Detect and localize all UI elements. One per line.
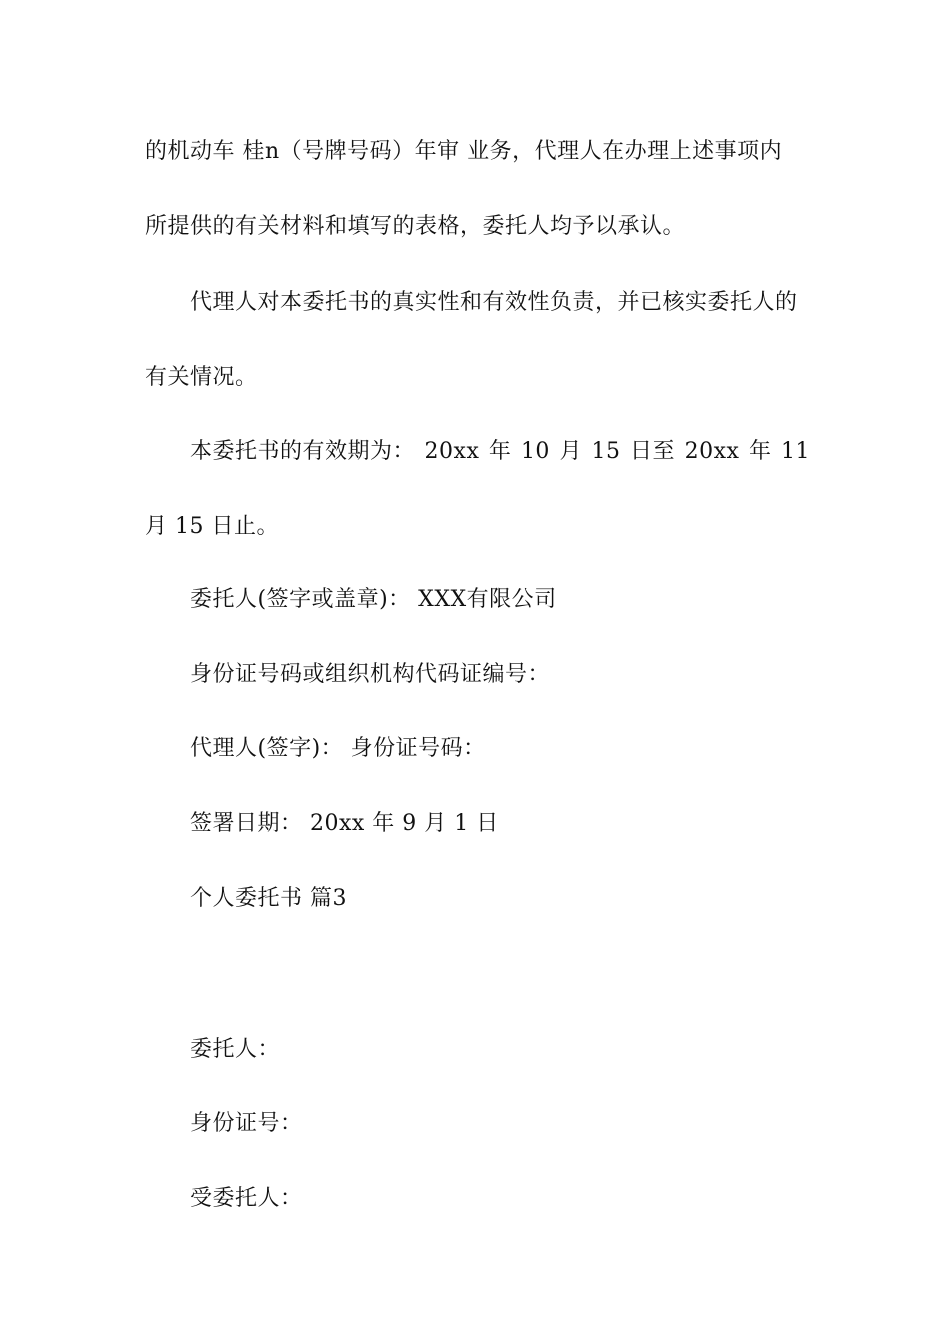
- principal-signature-line: 委托人(签字或盖章)： XXX有限公司: [190, 587, 557, 612]
- paragraph-2-line-1: 代理人对本委托书的真实性和有效性负责，并已核实委托人的: [190, 290, 798, 315]
- section-title: 个人委托书 篇3: [190, 886, 347, 911]
- validity-year-unit: 年: [488, 439, 512, 464]
- validity-end-year-unit: 年: [748, 439, 772, 464]
- validity-end-year: 20xx: [684, 439, 740, 464]
- form-id-field: 身份证号：: [190, 1111, 303, 1136]
- validity-month-unit: 月: [559, 439, 582, 464]
- validity-start-month: 10: [520, 439, 550, 464]
- validity-end-month: 11: [780, 439, 810, 464]
- id-or-org-code-line: 身份证号码或组织机构代码证编号：: [190, 662, 551, 687]
- validity-period-line-1: [190, 437, 810, 467]
- validity-label: 本委托书的有效期为：: [190, 439, 416, 464]
- validity-start-day: 15: [591, 439, 621, 464]
- validity-period-line-2: 月 15 日止。: [145, 514, 279, 539]
- validity-start-year: 20xx: [424, 439, 480, 464]
- sign-date-line: 签署日期： 20xx 年 9 月 1 日: [190, 811, 499, 836]
- form-principal-field: 委托人：: [190, 1037, 281, 1062]
- paragraph-2-line-2: 有关情况。: [145, 365, 258, 390]
- paragraph-1-line-1: 的机动车 桂n（号牌号码）年审 业务，代理人在办理上述事项内: [145, 139, 783, 164]
- agent-signature-line: 代理人(签字)： 身份证号码：: [190, 736, 486, 761]
- validity-day-to: 日至: [630, 439, 676, 464]
- form-agent-field: 受委托人：: [190, 1186, 303, 1211]
- paragraph-1-line-2: 所提供的有关材料和填写的表格，委托人均予以承认。: [145, 214, 686, 239]
